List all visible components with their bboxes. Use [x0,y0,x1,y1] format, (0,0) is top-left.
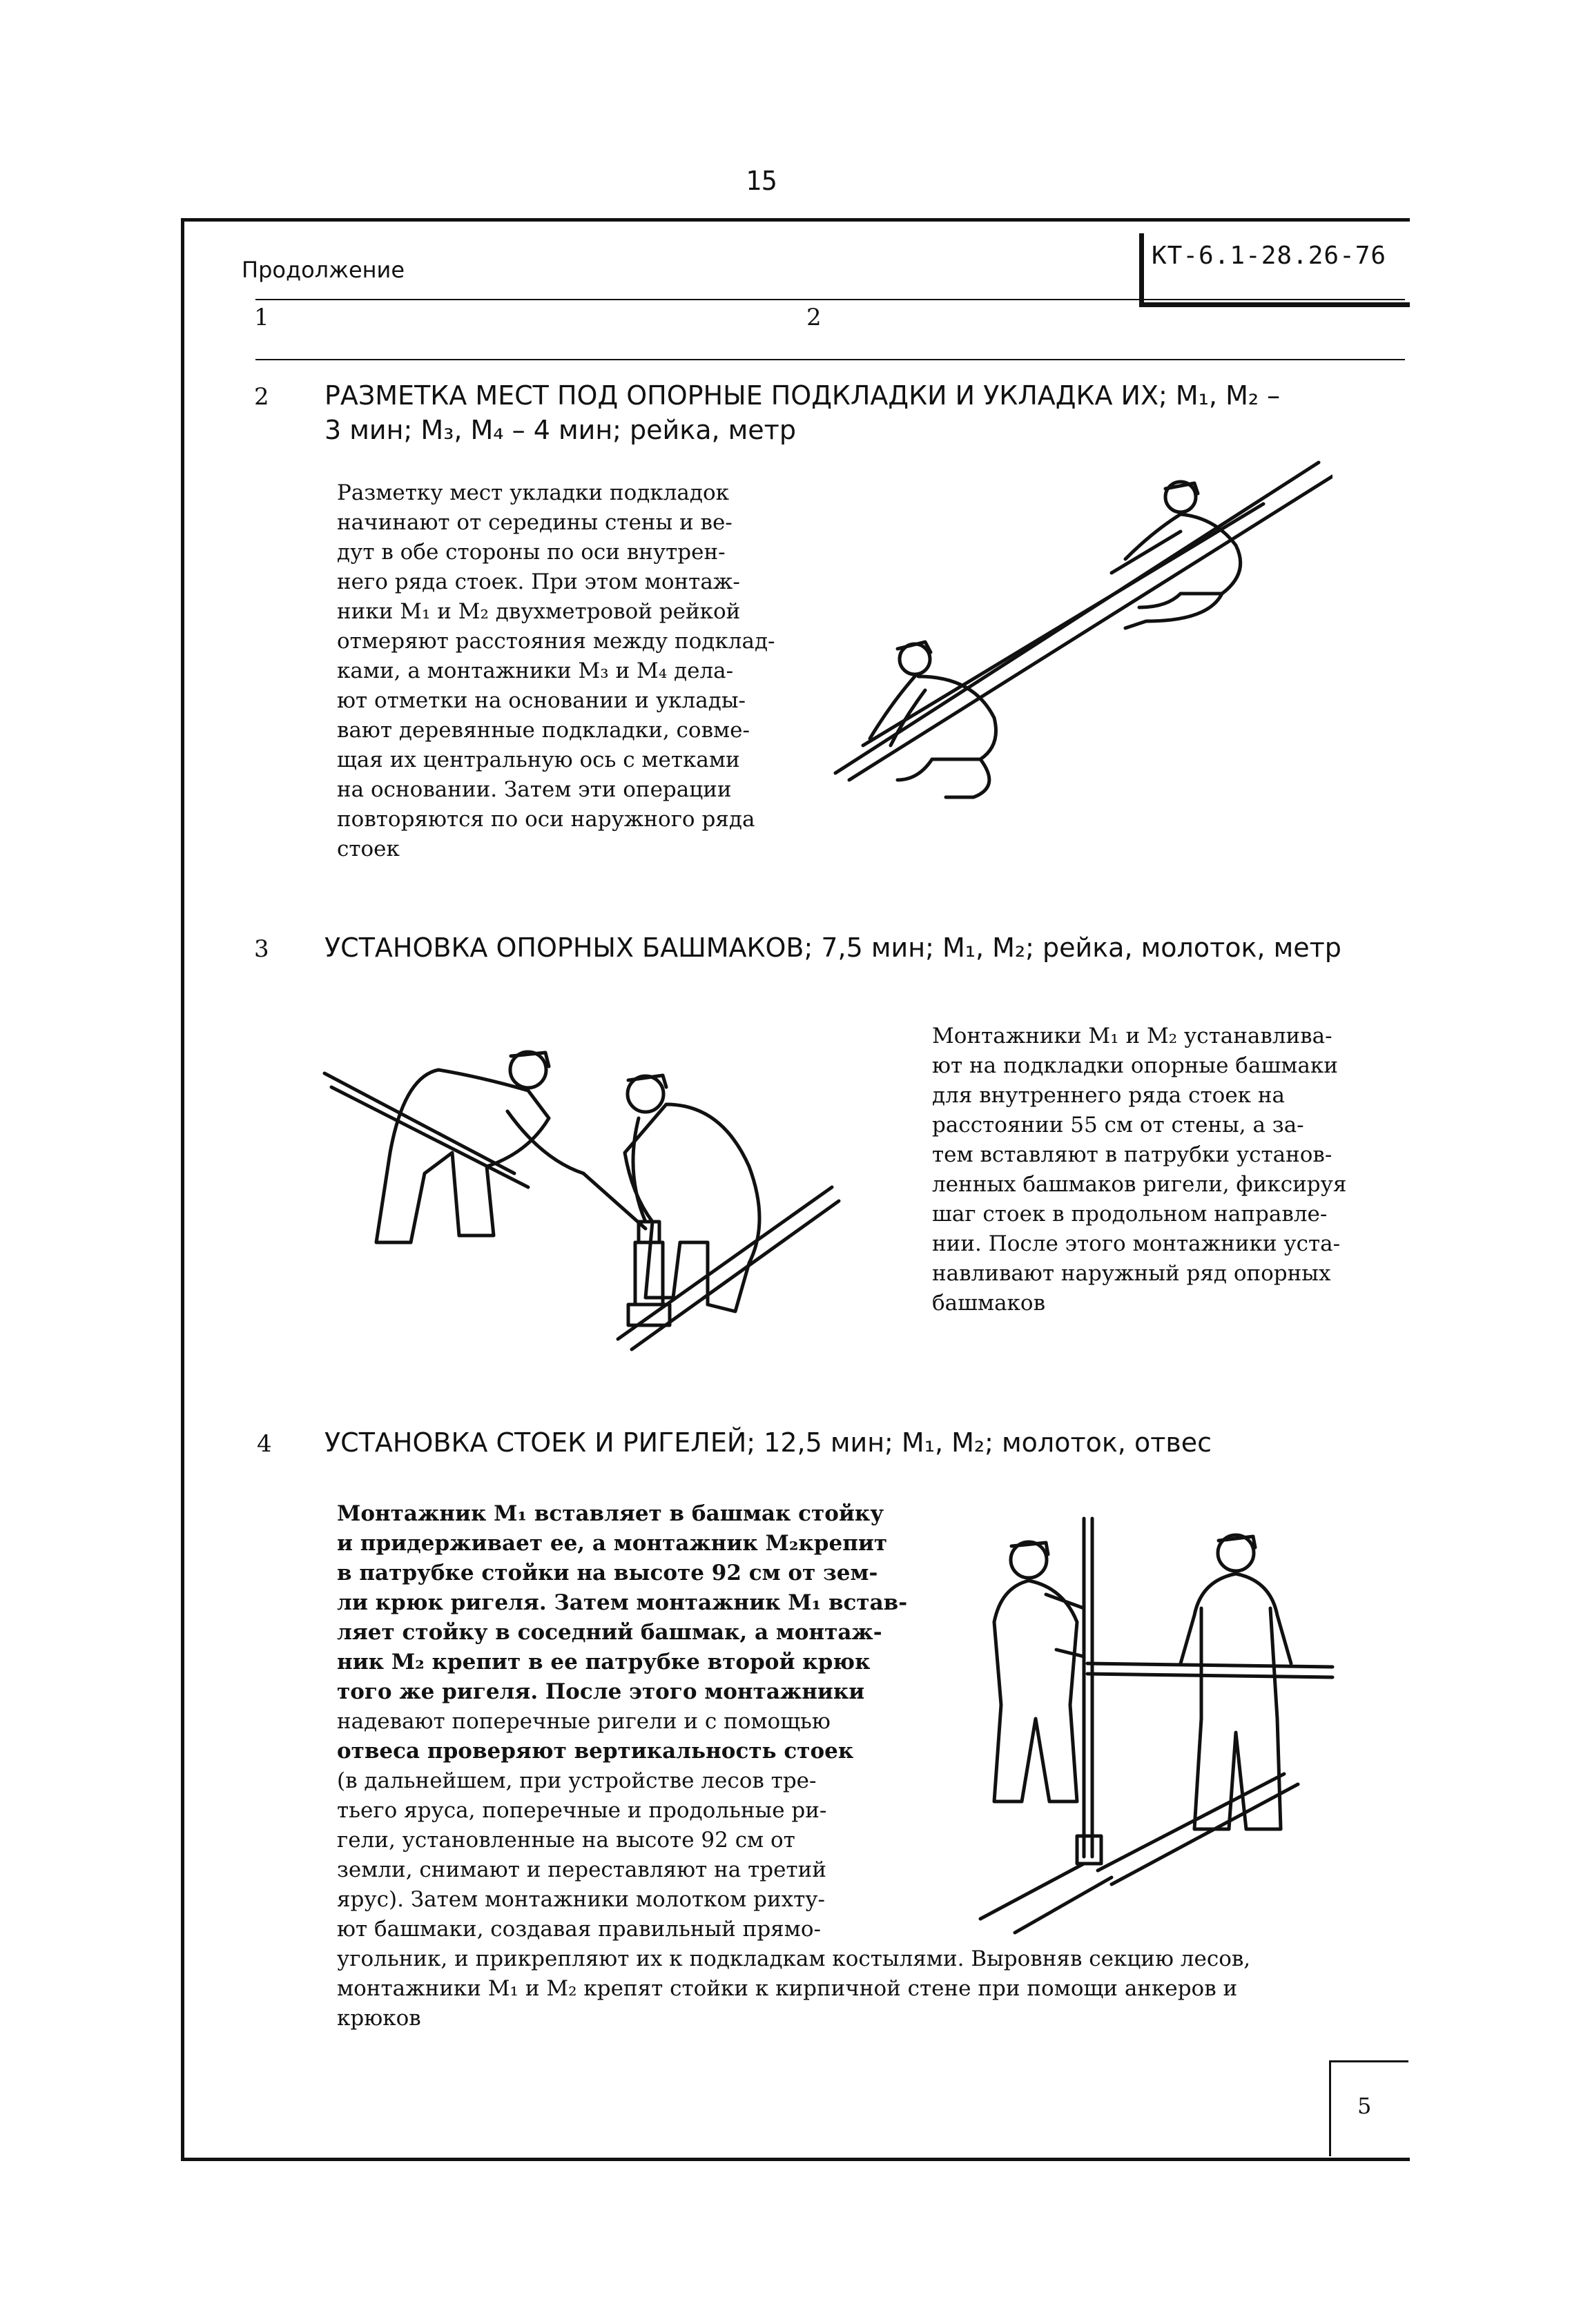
column-number-2: 2 [806,304,822,331]
section-number: 2 [254,383,269,411]
doc-code: КТ-6.1-28.26-76 [1152,242,1387,270]
section-title: УСТАНОВКА ОПОРНЫХ БАШМАКОВ; 7,5 мин; М₁, М₂; рейка, молоток, метр [324,932,1341,963]
section-text: Монтажник М₁ вставляет в башмак стойку и придерживает ее, а монтажник М₂крепит в патрубке стойки на высоте 92 см от зем- ли крюк ригеля. Затем монтажник М₁ встав- ляет стойку в соседний башмак, а монтаж- ник М₂ крепит в ее патрубке второй крюк того же ригеля. После этого монтажники надевают поперечные ригели и с помощью отвеса проверяют вертикальность стоек (в дальнейшем, при устройстве лесов тре- тьего яруса, поперечные и продольные ри- гели, установленные на высоте 92 см от земли, снимают и переставляют на третий ярус). Затем монтажники молотком рихту- ют башмаки, создавая правильный прямо- [337,1501,908,1942]
workers-marking-illustration [822,456,1332,801]
section-title: РАЗМЕТКА МЕСТ ПОД ОПОРНЫЕ ПОДКЛАДКИ И УКЛАДКА ИХ; М₁, М₂ – [324,380,1281,411]
section-title-line2: 3 мин; М₃, М₄ – 4 мин; рейка, метр [324,415,796,445]
column-number-1: 1 [254,304,269,331]
section-text-full: угольник, и прикрепляют их к подкладкам костылями. Выровняв секцию лесов, монтажники М₁ и М₂ крепят стойки к кирпичной стене при помощи анкеров и крюков [337,1946,1251,2031]
section-number: 3 [254,935,269,963]
workers-installing-posts-illustration [973,1512,1360,1940]
section-text: Разметку мест укладки подкладок начинают от середины стены и ве- дут в обе стороны по оси внутрен- него ряда стоек. При этом монтаж- ники М₁ и М₂ двухметровой рейкой отмеряют расстояния между подклад- ками, а монтажники М₃ и М₄ дела- ют отметки на основании и уклады- вают деревянные подкладки, совме- щая их центральную ось с метками на основании. Затем эти операции повторяются по оси наружного ряда стоек [337,480,775,861]
workers-installing-shoes-illustration [321,1015,846,1360]
sheet-number: 5 [1357,2093,1372,2119]
continuation-label: Продолжение [242,257,405,283]
section-text: Монтажники М₁ и М₂ устанавлива- ют на подкладки опорные башмаки для внутреннего ряда стоек на расстоянии 55 см от стены, а за- тем вставляют в патрубки установ- ленных башмаков ригели, фиксируя шаг стоек в продольном направле- нии. После этого монтажники уста- навливают наружный ряд опорных башмаков [932,1024,1347,1316]
column-rule [255,359,1405,360]
section-title: УСТАНОВКА СТОЕК И РИГЕЛЕЙ; 12,5 мин; М₁, М₂; молоток, отвес [324,1427,1212,1458]
header-rule [255,299,1405,300]
section-number: 4 [257,1430,272,1458]
page-number: 15 [746,166,777,196]
